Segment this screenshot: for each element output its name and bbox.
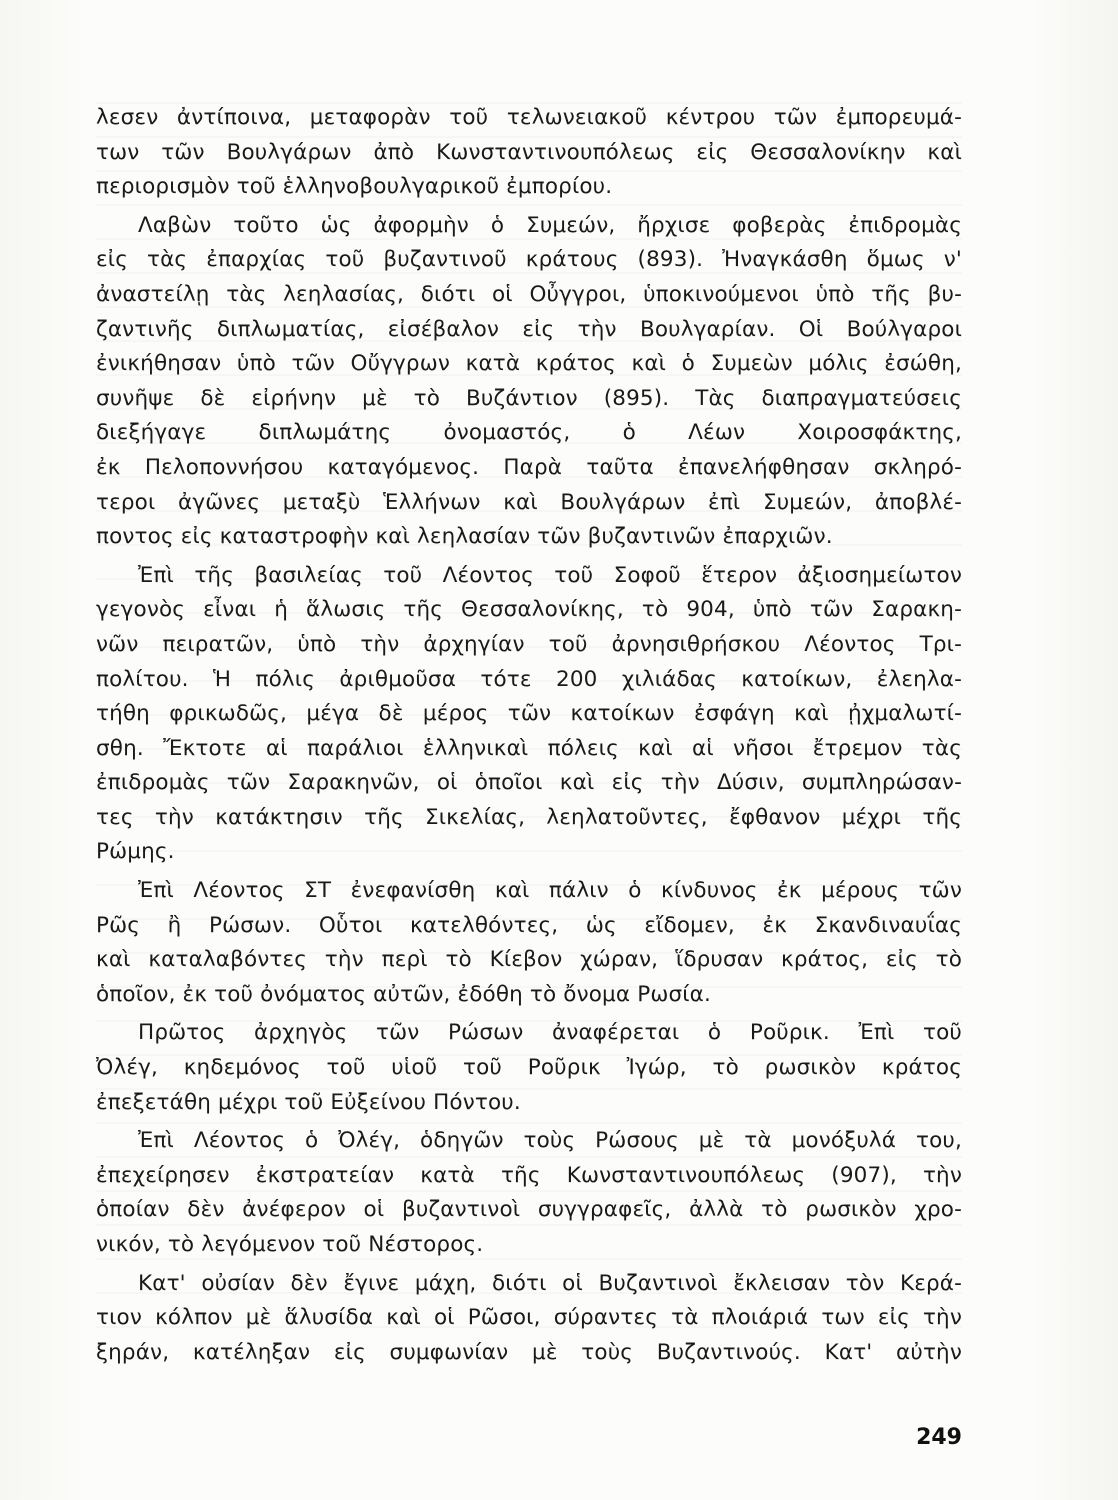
text-line: ποντος εἰς καταστροφὴν καὶ λεηλασίαν τῶν βυζαντινῶν ἐπαρχιῶν. — [96, 524, 833, 550]
text-line: ἀναστείλῃ τὰς λεηλασίας, διότι οἱ Οὖγγροι, ὑποκινούμενοι ὑπὸ τῆς βυ- — [96, 281, 962, 307]
text-line: τιον κόλπον μὲ ἅλυσίδα καὶ οἱ Ρῶσοι, σύραντες τὰ πλοιάριά των εἰς τὴν — [96, 1305, 962, 1331]
text-line: των τῶν Βουλγάρων ἀπὸ Κωνσταντινουπόλεως εἰς Θεσσαλονίκην καὶ — [96, 139, 962, 165]
text-line: Ἐπὶ τῆς βασιλείας τοῦ Λέοντος τοῦ Σοφοῦ ἕτερον ἀξιοσημείωτον — [138, 562, 962, 588]
text-line: ἐπεξετάθη μέχρι τοῦ Εὐξείνου Πόντου. — [96, 1089, 521, 1115]
paragraph — [96, 209, 962, 555]
paragraph — [96, 1267, 962, 1371]
text-line: πολίτου. Ἡ πόλις ἀριθμοῦσα τότε 200 χιλιάδας κατοίκων, ἐλεηλα- — [96, 666, 962, 692]
paragraph — [96, 101, 962, 205]
text-line: περιορισμὸν τοῦ ἑλληνοβουλγαρικοῦ ἐμπορίου. — [96, 174, 613, 200]
text-line: Λαβὼν τοῦτο ὡς ἀφορμὴν ὁ Συμεών, ἤρχισε φοβερὰς ἐπιδρομὰς — [138, 212, 962, 238]
text-line: λεσεν ἀντίποινα, μεταφορὰν τοῦ τελωνειακοῦ κέντρου τῶν ἐμπορευμά- — [96, 105, 962, 130]
text-line: εἰς τὰς ἐπαρχίας τοῦ βυζαντινοῦ κράτους (893). Ἠναγκάσθη ὅμως ν' — [96, 247, 962, 273]
text-line: Ρῶς ἢ Ρώσων. Οὗτοι κατελθόντες, ὡς εἴδομεν, ἐκ Σκανδιναυΐας — [96, 912, 962, 938]
paragraph — [96, 874, 962, 1012]
text-line: τες τὴν κατάκτησιν τῆς Σικελίας, λεηλατοῦντες, ἔφθανον μέχρι τῆς — [96, 804, 962, 830]
text-line: τήθη φρικωδῶς, μέγα δὲ μέρος τῶν κατοίκων ἐσφάγη καὶ ᾐχμαλωτί- — [96, 701, 962, 727]
text-line: ἐκ Πελοποννήσου καταγόμενος. Παρὰ ταῦτα ἐπανελήφθησαν σκληρό- — [96, 454, 962, 480]
text-line: γεγονὸς εἶναι ἡ ἅλωσις τῆς Θεσσαλονίκης, τὸ 904, ὑπὸ τῶν Σαρακη- — [96, 597, 962, 623]
text-line: ἐπιδρομὰς τῶν Σαρακηνῶν, οἱ ὁποῖοι καὶ εἰς τὴν Δύσιν, συμπληρώσαν- — [96, 770, 962, 796]
paragraph — [96, 1016, 962, 1120]
text-line: νῶν πειρατῶν, ὑπὸ τὴν ἀρχηγίαν τοῦ ἀρνησιθρήσκου Λέοντος Τρι- — [96, 631, 962, 657]
text-line: διεξήγαγε διπλωμάτης ὀνομαστός, ὁ Λέων Χοιροσφάκτης, — [96, 420, 962, 446]
text-line: σθη. Ἔκτοτε αἱ παράλιοι ἑλληνικαὶ πόλεις καὶ αἱ νῆσοι ἔτρεμον τὰς — [96, 735, 962, 761]
text-line: ξηράν, κατέληξαν εἰς συμφωνίαν μὲ τοὺς Βυζαντινούς. Κατ' αὐτὴν — [96, 1339, 962, 1365]
text-line: Ρώμης. — [96, 839, 175, 865]
text-line: συνῆψε δὲ εἰρήνην μὲ τὸ Βυζάντιον (895). Τὰς διαπραγματεύσεις — [96, 385, 962, 411]
text-line: ὁποίαν δὲν ἀνέφερον οἱ βυζαντινοὶ συγγραφεῖς, ἀλλὰ τὸ ρωσικὸν χρο- — [96, 1197, 962, 1223]
text-line: Ἐπὶ Λέοντος ΣΤ ἐνεφανίσθη καὶ πάλιν ὁ κίνδυνος ἐκ μέρους τῶν — [138, 878, 962, 904]
text-line: ζαντινῆς διπλωματίας, εἰσέβαλον εἰς τὴν Βουλγαρίαν. Οἱ Βούλγαροι — [96, 316, 962, 342]
text-line: ἐνικήθησαν ὑπὸ τῶν Οὔγγρων κατὰ κράτος καὶ ὁ Συμεὼν μόλις ἐσώθη, — [96, 351, 962, 377]
text-line: Κατ' οὐσίαν δὲν ἔγινε μάχη, διότι οἱ Βυζαντινοὶ ἔκλεισαν τὸν Κερά- — [138, 1270, 962, 1296]
text-line: Ὀλέγ, κηδεμόνος τοῦ υἱοῦ τοῦ Ροῦρικ Ἰγώρ, τὸ ρωσικὸν κράτος — [96, 1055, 962, 1081]
text-line: καὶ καταλαβόντες τὴν περὶ τὸ Κίεβον χώραν, ἵδρυσαν κράτος, εἰς τὸ — [96, 947, 962, 973]
page-number: 249 — [916, 1425, 962, 1450]
text-line: Πρῶτος ἀρχηγὸς τῶν Ρώσων ἀναφέρεται ὁ Ροῦρικ. Ἐπὶ τοῦ — [138, 1020, 962, 1046]
paragraph — [96, 559, 962, 870]
text-line: Ἐπὶ Λέοντος ὁ Ὀλέγ, ὁδηγῶν τοὺς Ρώσους μὲ τὰ μονόξυλά του, — [138, 1128, 962, 1154]
text-line: νικόν, τὸ λεγόμενον τοῦ Νέστορος. — [96, 1232, 484, 1257]
paragraph — [96, 1124, 962, 1262]
text-line: ἐπεχείρησεν ἐκστρατείαν κατὰ τῆς Κωνσταντινουπόλεως (907), τὴν — [96, 1162, 962, 1188]
body-text — [96, 101, 962, 1374]
text-line: ὁποῖον, ἐκ τοῦ ὀνόματος αὐτῶν, ἐδόθη τὸ ὄνομα Ρωσία. — [96, 981, 711, 1007]
text-line: τεροι ἀγῶνες μεταξὺ Ἑλλήνων καὶ Βουλγάρων ἐπὶ Συμεών, ἀποβλέ- — [96, 489, 962, 515]
